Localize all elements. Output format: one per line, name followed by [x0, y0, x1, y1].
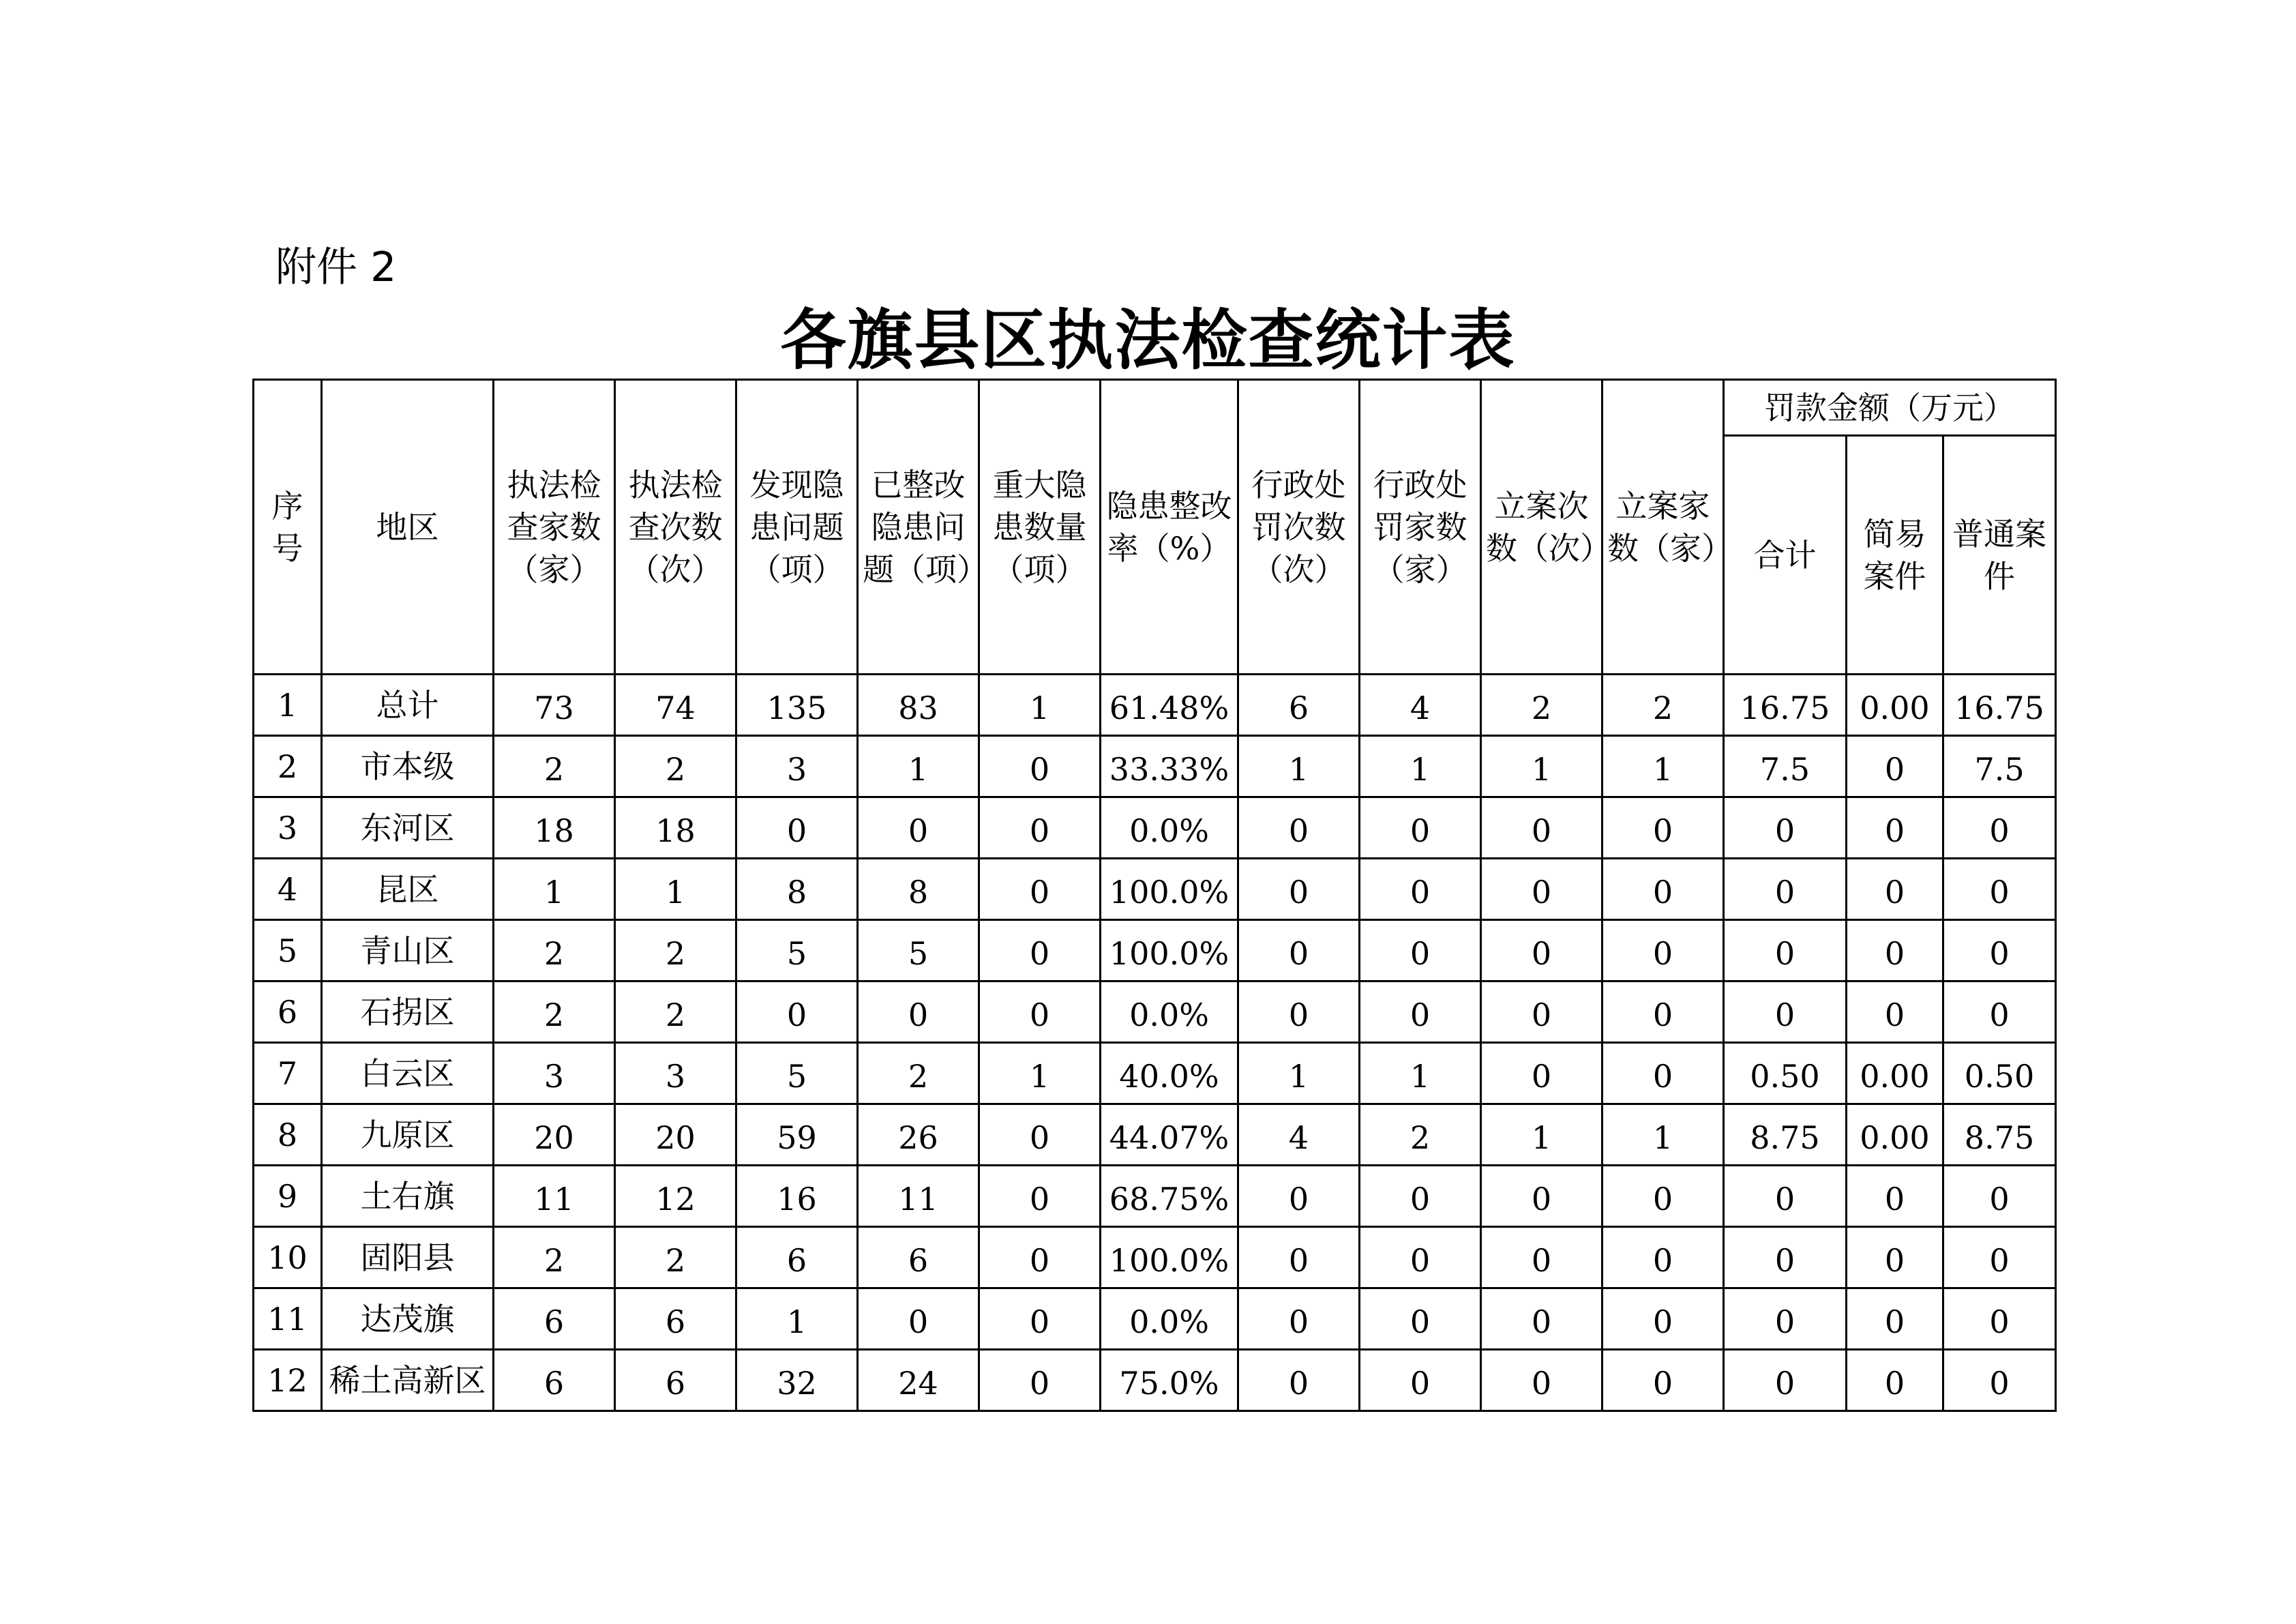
- cell-case-times: 0: [1481, 859, 1602, 920]
- cell-case-firms: 0: [1602, 797, 1724, 859]
- cell-inspection-times: 20: [615, 1104, 736, 1166]
- cell-seq: 2: [254, 736, 322, 797]
- cell-hazards-fixed: 0: [858, 1288, 979, 1350]
- cell-case-times: 0: [1481, 1227, 1602, 1288]
- cell-penalty-firms: 0: [1360, 1350, 1481, 1411]
- cell-seq: 6: [254, 981, 322, 1043]
- cell-region: 土右旗: [322, 1166, 494, 1227]
- cell-hazards-fixed: 1: [858, 736, 979, 797]
- cell-major-hazards: 0: [979, 859, 1101, 920]
- cell-case-times: 0: [1481, 1350, 1602, 1411]
- cell-hazards-fixed: 5: [858, 920, 979, 981]
- header-penalty-times: 行政处罚次数（次）: [1238, 380, 1360, 675]
- cell-inspection-times: 12: [615, 1166, 736, 1227]
- cell-penalty-firms: 1: [1360, 1043, 1481, 1104]
- header-region: 地区: [322, 380, 494, 675]
- cell-penalty-times: 0: [1238, 797, 1360, 859]
- cell-inspection-times: 1: [615, 859, 736, 920]
- cell-penalty-times: 0: [1238, 1350, 1360, 1411]
- cell-case-firms: 0: [1602, 981, 1724, 1043]
- cell-fine-simple: 0: [1847, 981, 1943, 1043]
- cell-inspection-firms: 20: [494, 1104, 615, 1166]
- cell-fine-normal: 0: [1943, 1227, 2056, 1288]
- cell-hazards-fixed: 11: [858, 1166, 979, 1227]
- cell-fine-total: 8.75: [1724, 1104, 1847, 1166]
- cell-fine-simple: 0: [1847, 1288, 1943, 1350]
- cell-major-hazards: 0: [979, 736, 1101, 797]
- cell-penalty-firms: 2: [1360, 1104, 1481, 1166]
- cell-fine-simple: 0: [1847, 797, 1943, 859]
- cell-hazards-found: 3: [736, 736, 858, 797]
- cell-hazards-found: 0: [736, 981, 858, 1043]
- cell-inspection-times: 6: [615, 1288, 736, 1350]
- cell-fix-rate: 0.0%: [1101, 797, 1238, 859]
- cell-major-hazards: 1: [979, 675, 1101, 736]
- cell-fine-total: 0: [1724, 920, 1847, 981]
- cell-hazards-fixed: 83: [858, 675, 979, 736]
- page-title: 各旗县区执法检查统计表: [780, 301, 1516, 379]
- cell-seq: 10: [254, 1227, 322, 1288]
- cell-inspection-firms: 6: [494, 1350, 615, 1411]
- cell-fine-normal: 0: [1943, 981, 2056, 1043]
- cell-seq: 5: [254, 920, 322, 981]
- cell-hazards-found: 0: [736, 797, 858, 859]
- cell-fine-simple: 0.00: [1847, 1043, 1943, 1104]
- cell-penalty-firms: 0: [1360, 1288, 1481, 1350]
- cell-fine-normal: 0: [1943, 1350, 2056, 1411]
- cell-inspection-firms: 2: [494, 1227, 615, 1288]
- cell-inspection-times: 2: [615, 981, 736, 1043]
- table-row: [254, 1227, 2056, 1288]
- cell-case-firms: 0: [1602, 1166, 1724, 1227]
- cell-case-times: 1: [1481, 1104, 1602, 1166]
- cell-inspection-times: 2: [615, 1227, 736, 1288]
- cell-seq: 1: [254, 675, 322, 736]
- cell-inspection-firms: 73: [494, 675, 615, 736]
- cell-fix-rate: 33.33%: [1101, 736, 1238, 797]
- cell-fix-rate: 40.0%: [1101, 1043, 1238, 1104]
- cell-hazards-fixed: 8: [858, 859, 979, 920]
- cell-inspection-firms: 6: [494, 1288, 615, 1350]
- cell-region: 固阳县: [322, 1227, 494, 1288]
- cell-penalty-times: 4: [1238, 1104, 1360, 1166]
- cell-fine-simple: 0: [1847, 1166, 1943, 1227]
- cell-fine-total: 7.5: [1724, 736, 1847, 797]
- cell-hazards-found: 32: [736, 1350, 858, 1411]
- header-inspection-firms: 执法检查家数（家）: [494, 380, 615, 675]
- table-row: [254, 1043, 2056, 1104]
- cell-major-hazards: 0: [979, 1350, 1101, 1411]
- cell-penalty-times: 0: [1238, 1166, 1360, 1227]
- cell-penalty-times: 0: [1238, 859, 1360, 920]
- cell-fine-simple: 0.00: [1847, 1104, 1943, 1166]
- table-row: [254, 1288, 2056, 1350]
- cell-fine-normal: 8.75: [1943, 1104, 2056, 1166]
- cell-seq: 8: [254, 1104, 322, 1166]
- cell-inspection-firms: 2: [494, 920, 615, 981]
- cell-case-firms: 0: [1602, 859, 1724, 920]
- cell-case-times: 0: [1481, 797, 1602, 859]
- cell-hazards-found: 6: [736, 1227, 858, 1288]
- cell-major-hazards: 0: [979, 1227, 1101, 1288]
- table-row: [254, 736, 2056, 797]
- cell-fine-total: 16.75: [1724, 675, 1847, 736]
- cell-fine-simple: 0: [1847, 1227, 1943, 1288]
- cell-region: 稀土高新区: [322, 1350, 494, 1411]
- table-header: [254, 380, 2056, 675]
- cell-fine-simple: 0: [1847, 859, 1943, 920]
- header-penalty-firms: 行政处罚家数（家）: [1360, 380, 1481, 675]
- cell-fine-normal: 0: [1943, 859, 2056, 920]
- table-row: [254, 1350, 2056, 1411]
- cell-case-firms: 0: [1602, 920, 1724, 981]
- cell-region: 东河区: [322, 797, 494, 859]
- cell-case-times: 0: [1481, 981, 1602, 1043]
- cell-penalty-times: 6: [1238, 675, 1360, 736]
- cell-fine-simple: 0.00: [1847, 675, 1943, 736]
- cell-hazards-fixed: 24: [858, 1350, 979, 1411]
- cell-major-hazards: 0: [979, 797, 1101, 859]
- header-inspection-times: 执法检查次数（次）: [615, 380, 736, 675]
- header-hazards-found: 发现隐患问题（项）: [736, 380, 858, 675]
- cell-fine-total: 0: [1724, 1227, 1847, 1288]
- cell-penalty-times: 0: [1238, 1227, 1360, 1288]
- cell-fix-rate: 75.0%: [1101, 1350, 1238, 1411]
- cell-fix-rate: 0.0%: [1101, 1288, 1238, 1350]
- header-fine-group: 罚款金额（万元）: [1724, 380, 2056, 436]
- cell-case-firms: 0: [1602, 1350, 1724, 1411]
- cell-fine-simple: 0: [1847, 920, 1943, 981]
- table-row: [254, 1104, 2056, 1166]
- cell-hazards-fixed: 26: [858, 1104, 979, 1166]
- cell-fine-total: 0: [1724, 1166, 1847, 1227]
- cell-region: 青山区: [322, 920, 494, 981]
- cell-region: 市本级: [322, 736, 494, 797]
- cell-hazards-found: 1: [736, 1288, 858, 1350]
- cell-case-firms: 0: [1602, 1043, 1724, 1104]
- table-row: [254, 675, 2056, 736]
- cell-seq: 4: [254, 859, 322, 920]
- cell-fix-rate: 44.07%: [1101, 1104, 1238, 1166]
- cell-hazards-fixed: 2: [858, 1043, 979, 1104]
- cell-fix-rate: 0.0%: [1101, 981, 1238, 1043]
- cell-hazards-found: 5: [736, 1043, 858, 1104]
- cell-region: 总计: [322, 675, 494, 736]
- cell-fix-rate: 100.0%: [1101, 1227, 1238, 1288]
- table-row: [254, 859, 2056, 920]
- header-fix-rate: 隐患整改率（%）: [1101, 380, 1238, 675]
- table-body: [254, 675, 2056, 1411]
- cell-penalty-times: 0: [1238, 981, 1360, 1043]
- cell-penalty-firms: 0: [1360, 981, 1481, 1043]
- cell-hazards-fixed: 6: [858, 1227, 979, 1288]
- cell-hazards-fixed: 0: [858, 981, 979, 1043]
- cell-fix-rate: 100.0%: [1101, 920, 1238, 981]
- cell-fine-normal: 0.50: [1943, 1043, 2056, 1104]
- cell-major-hazards: 0: [979, 1104, 1101, 1166]
- cell-fine-total: 0: [1724, 797, 1847, 859]
- cell-penalty-firms: 4: [1360, 675, 1481, 736]
- cell-fine-total: 0: [1724, 1288, 1847, 1350]
- cell-region: 石拐区: [322, 981, 494, 1043]
- cell-major-hazards: 1: [979, 1043, 1101, 1104]
- cell-case-times: 1: [1481, 736, 1602, 797]
- cell-fine-normal: 0: [1943, 797, 2056, 859]
- cell-case-times: 0: [1481, 1166, 1602, 1227]
- cell-case-times: 0: [1481, 1288, 1602, 1350]
- cell-hazards-found: 5: [736, 920, 858, 981]
- cell-penalty-times: 0: [1238, 1288, 1360, 1350]
- cell-penalty-times: 1: [1238, 1043, 1360, 1104]
- cell-fine-normal: 16.75: [1943, 675, 2056, 736]
- cell-inspection-firms: 18: [494, 797, 615, 859]
- cell-seq: 11: [254, 1288, 322, 1350]
- cell-major-hazards: 0: [979, 981, 1101, 1043]
- cell-inspection-firms: 3: [494, 1043, 615, 1104]
- header-major-hazards: 重大隐患数量（项）: [979, 380, 1101, 675]
- cell-seq: 7: [254, 1043, 322, 1104]
- table-row: [254, 1166, 2056, 1227]
- attachment-label: 附件 2: [275, 243, 397, 291]
- cell-inspection-firms: 2: [494, 981, 615, 1043]
- cell-inspection-firms: 1: [494, 859, 615, 920]
- cell-case-firms: 0: [1602, 1227, 1724, 1288]
- cell-hazards-found: 8: [736, 859, 858, 920]
- cell-inspection-times: 2: [615, 736, 736, 797]
- cell-fix-rate: 68.75%: [1101, 1166, 1238, 1227]
- cell-fine-total: 0: [1724, 1350, 1847, 1411]
- cell-major-hazards: 0: [979, 920, 1101, 981]
- cell-inspection-times: 6: [615, 1350, 736, 1411]
- cell-penalty-firms: 0: [1360, 1166, 1481, 1227]
- cell-fine-normal: 0: [1943, 1288, 2056, 1350]
- cell-seq: 9: [254, 1166, 322, 1227]
- cell-fine-total: 0.50: [1724, 1043, 1847, 1104]
- cell-case-times: 0: [1481, 920, 1602, 981]
- cell-inspection-times: 2: [615, 920, 736, 981]
- cell-inspection-times: 18: [615, 797, 736, 859]
- header-case-firms: 立案家数（家）: [1602, 380, 1724, 675]
- cell-seq: 12: [254, 1350, 322, 1411]
- header-seq: 序号: [254, 380, 322, 675]
- cell-case-firms: 1: [1602, 1104, 1724, 1166]
- cell-fine-normal: 7.5: [1943, 736, 2056, 797]
- cell-inspection-firms: 2: [494, 736, 615, 797]
- cell-penalty-firms: 0: [1360, 859, 1481, 920]
- header-case-times: 立案次数（次）: [1481, 380, 1602, 675]
- header-hazards-fixed: 已整改隐患问题（项）: [858, 380, 979, 675]
- table-row: [254, 797, 2056, 859]
- cell-major-hazards: 0: [979, 1288, 1101, 1350]
- cell-fine-total: 0: [1724, 981, 1847, 1043]
- cell-inspection-firms: 11: [494, 1166, 615, 1227]
- cell-penalty-firms: 0: [1360, 1227, 1481, 1288]
- cell-region: 九原区: [322, 1104, 494, 1166]
- header-fine-normal: 普通案件: [1943, 436, 2056, 675]
- cell-fine-normal: 0: [1943, 1166, 2056, 1227]
- header-fine-simple: 简易案件: [1847, 436, 1943, 675]
- cell-fine-total: 0: [1724, 859, 1847, 920]
- cell-major-hazards: 0: [979, 1166, 1101, 1227]
- cell-fine-normal: 0: [1943, 920, 2056, 981]
- cell-inspection-times: 3: [615, 1043, 736, 1104]
- cell-fix-rate: 100.0%: [1101, 859, 1238, 920]
- cell-case-times: 2: [1481, 675, 1602, 736]
- cell-fine-simple: 0: [1847, 736, 1943, 797]
- cell-penalty-firms: 1: [1360, 736, 1481, 797]
- cell-case-firms: 2: [1602, 675, 1724, 736]
- cell-region: 白云区: [322, 1043, 494, 1104]
- cell-region: 昆区: [322, 859, 494, 920]
- cell-penalty-times: 0: [1238, 920, 1360, 981]
- cell-penalty-times: 1: [1238, 736, 1360, 797]
- header-fine-total: 合计: [1724, 436, 1847, 675]
- cell-fine-simple: 0: [1847, 1350, 1943, 1411]
- cell-hazards-found: 135: [736, 675, 858, 736]
- cell-hazards-found: 59: [736, 1104, 858, 1166]
- statistics-table: [252, 379, 2057, 1412]
- cell-case-firms: 1: [1602, 736, 1724, 797]
- cell-case-firms: 0: [1602, 1288, 1724, 1350]
- cell-hazards-found: 16: [736, 1166, 858, 1227]
- cell-penalty-firms: 0: [1360, 797, 1481, 859]
- cell-penalty-firms: 0: [1360, 920, 1481, 981]
- cell-seq: 3: [254, 797, 322, 859]
- cell-fix-rate: 61.48%: [1101, 675, 1238, 736]
- table-row: [254, 920, 2056, 981]
- cell-inspection-times: 74: [615, 675, 736, 736]
- cell-case-times: 0: [1481, 1043, 1602, 1104]
- table-row: [254, 981, 2056, 1043]
- cell-region: 达茂旗: [322, 1288, 494, 1350]
- cell-hazards-fixed: 0: [858, 797, 979, 859]
